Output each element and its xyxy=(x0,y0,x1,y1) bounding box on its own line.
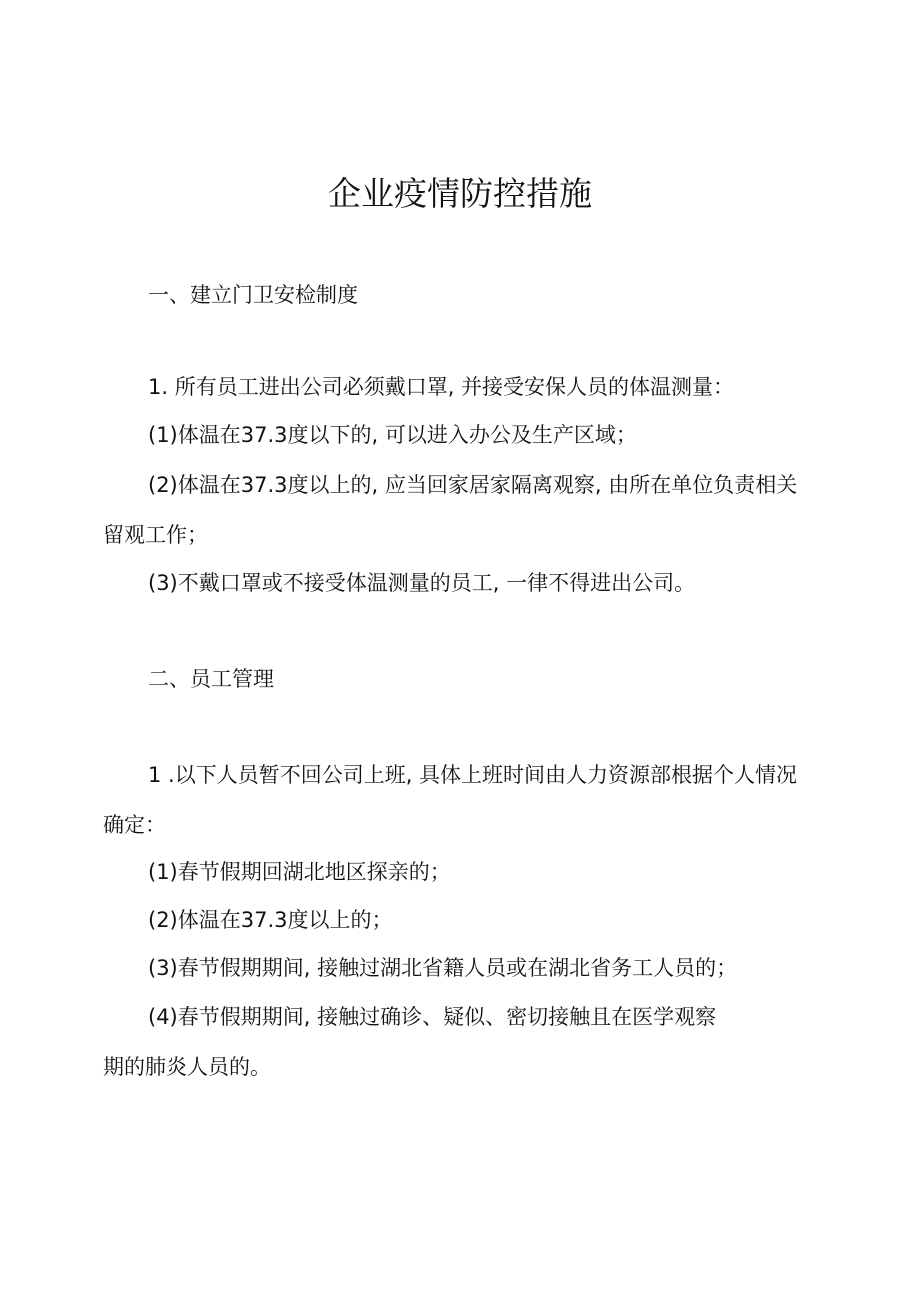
section-1-item-1: 1. 所有员工进出公司必须戴口罩, 并接受安保人员的体温测量： xyxy=(148,375,735,399)
section-2-sub-2: (2)体温在37.3度以上的； xyxy=(148,908,393,932)
section-2-item-1-line-1: 1 .以下人员暂不回公司上班, 具体上班时间由人力资源部根据个人情况 xyxy=(148,763,798,787)
section-2-heading: 二、员工管理 xyxy=(148,667,274,691)
section-2-sub-3: (3)春节假期期间, 接触过湖北省籍人员或在湖北省务工人员的； xyxy=(148,956,738,980)
section-2-sub-4-line-2: 期的肺炎人员的。 xyxy=(103,1055,271,1079)
document-title: 企业疫情防控措施 xyxy=(328,174,592,213)
section-2-sub-1: (1)春节假期回湖北地区探亲的； xyxy=(148,860,451,884)
section-1-sub-2-line-2: 留观工作； xyxy=(103,523,208,547)
section-1-heading: 一、建立门卫安检制度 xyxy=(148,283,358,307)
section-2-sub-4-line-1: (4)春节假期期间, 接触过确诊、疑似、密切接触且在医学观察 xyxy=(148,1005,717,1029)
section-1-sub-2-line-1: (2)体温在37.3度以上的, 应当回家居家隔离观察, 由所在单位负责相关 xyxy=(148,473,798,497)
section-1-sub-1: (1)体温在37.3度以下的, 可以进入办公及生产区域； xyxy=(148,423,637,447)
section-1-sub-3: (3)不戴口罩或不接受体温测量的员工, 一律不得进出公司。 xyxy=(148,571,696,595)
section-2-item-1-line-2: 确定： xyxy=(103,813,166,837)
